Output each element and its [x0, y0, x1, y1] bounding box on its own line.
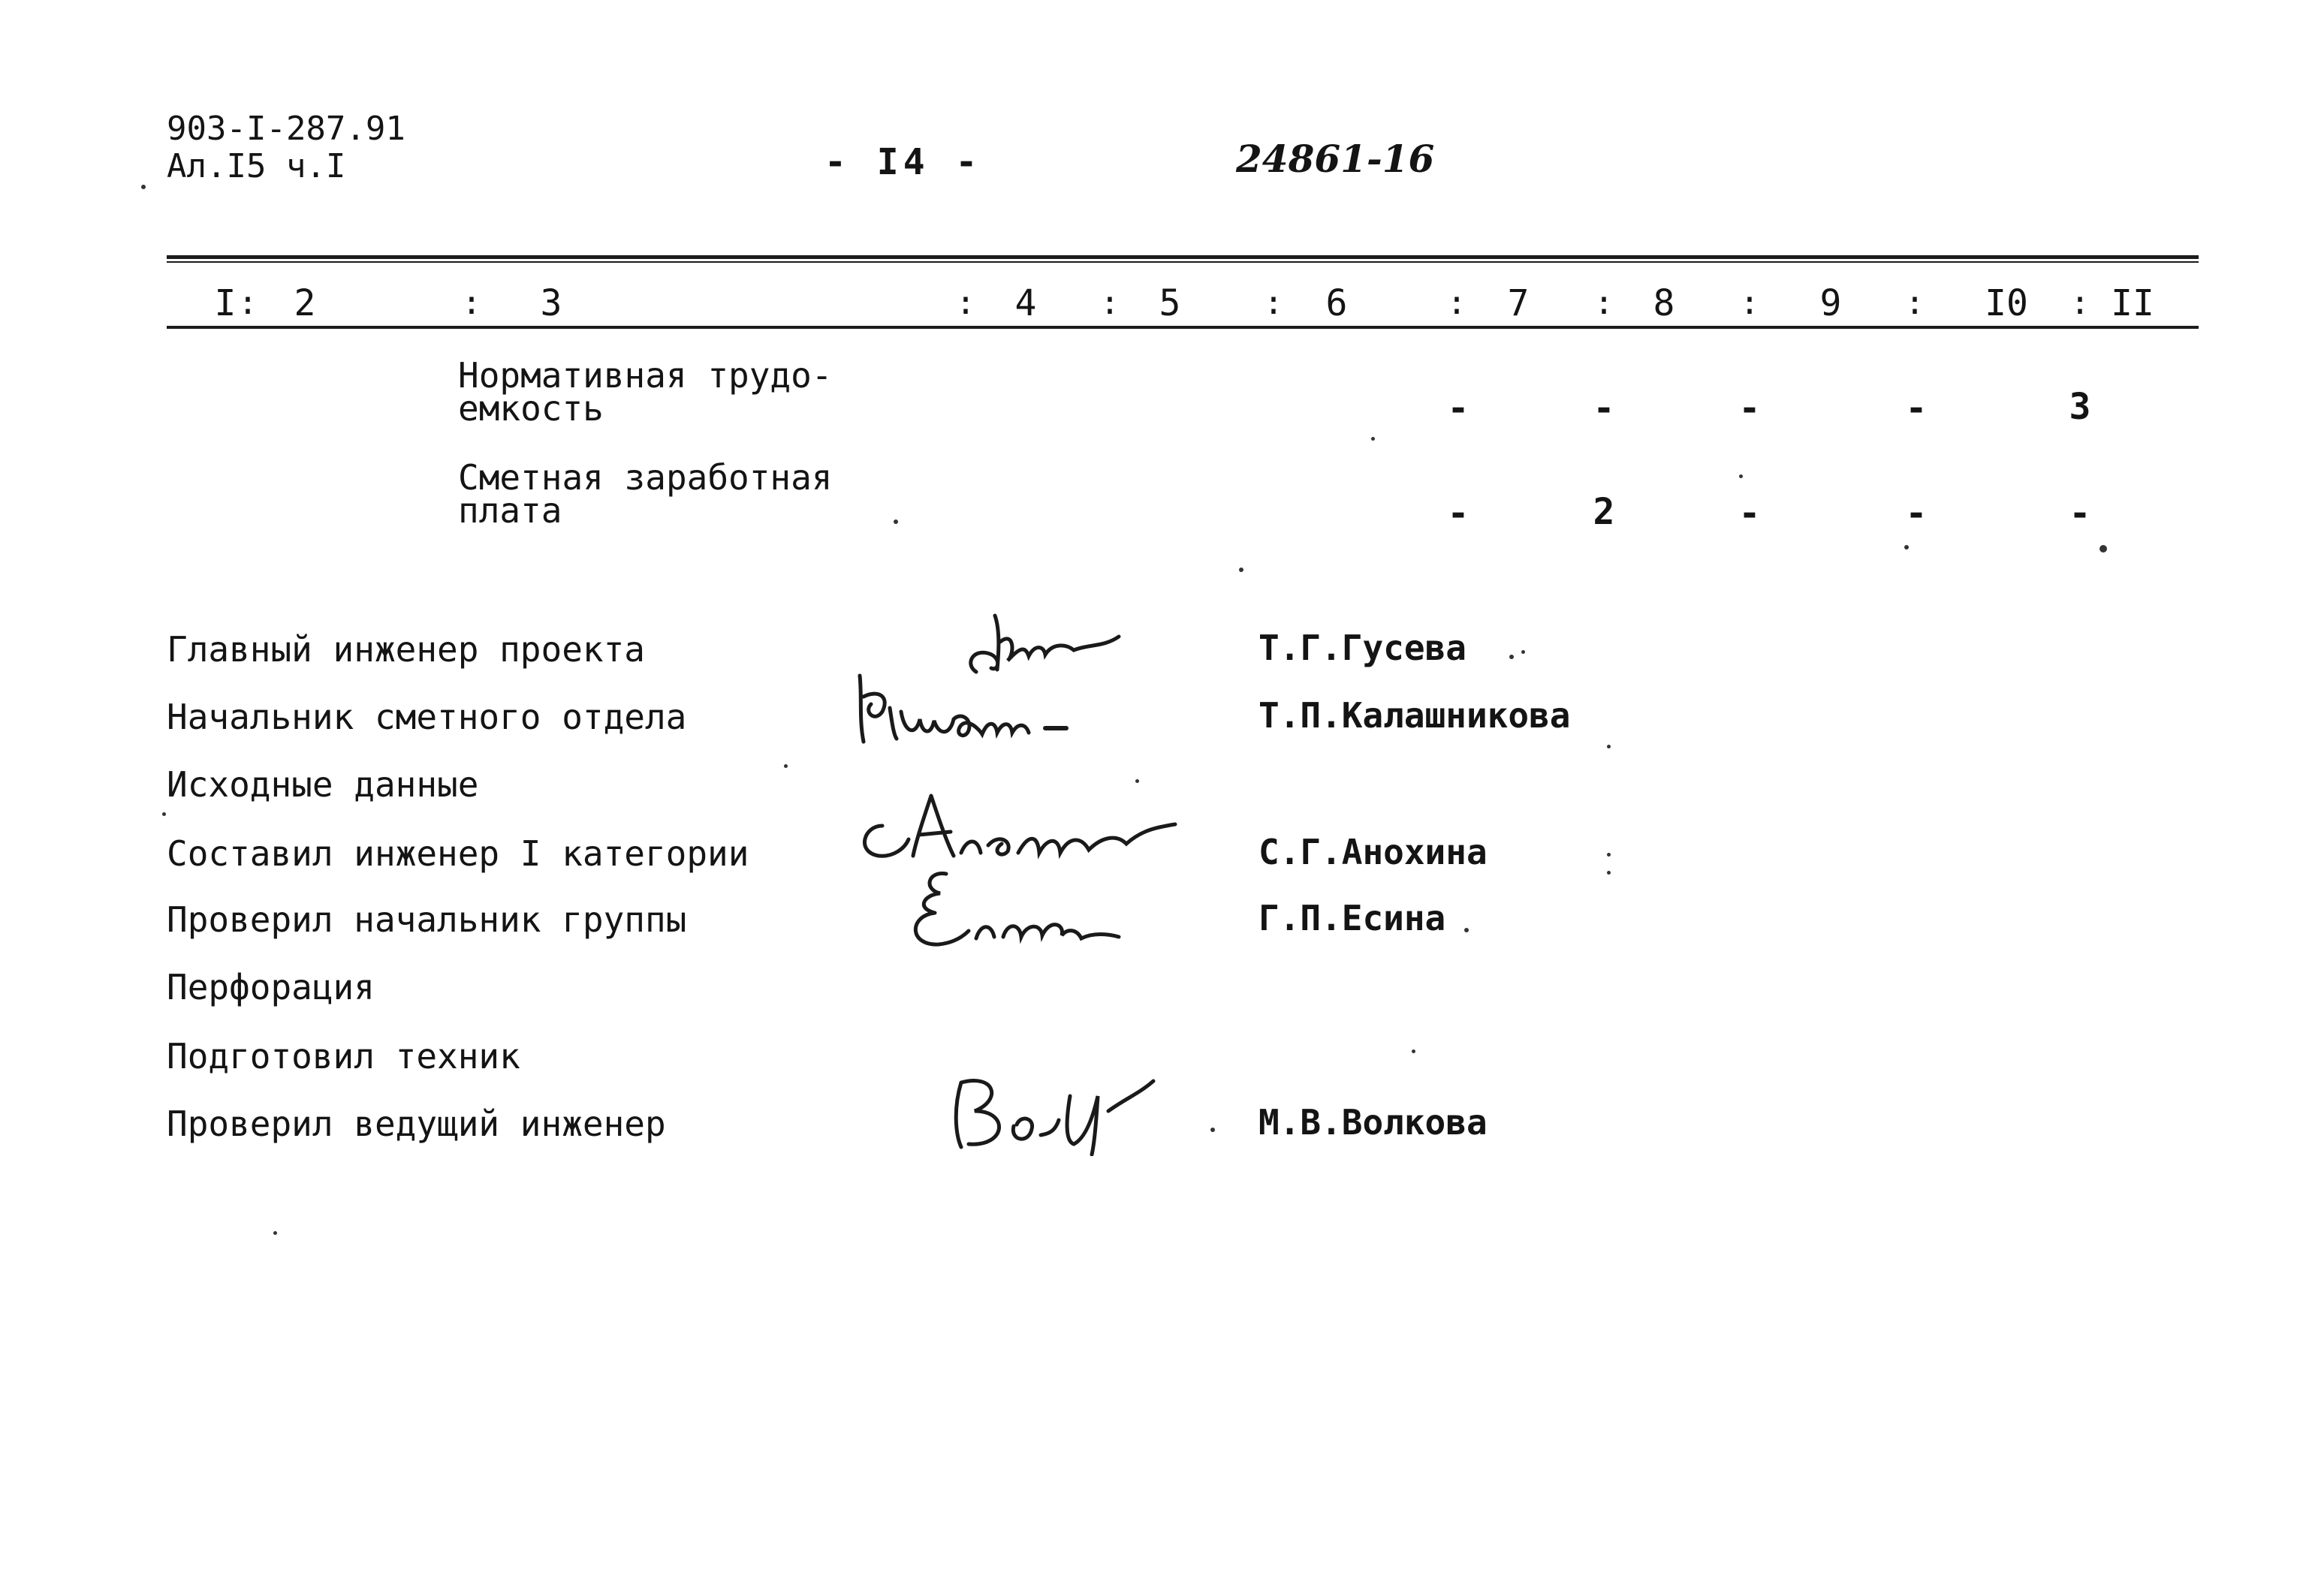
scan-speck — [1464, 928, 1469, 932]
scan-speck — [1607, 745, 1611, 748]
scan-speck — [1371, 437, 1375, 441]
page-number: - I4 - — [824, 141, 982, 183]
scan-speck — [1904, 545, 1909, 550]
column-separator: : — [2069, 284, 2090, 322]
table-top-rule-thin — [167, 261, 2199, 263]
handwritten-signature — [841, 781, 1186, 871]
inventory-number: 24861-16 — [1236, 137, 1435, 181]
column-number: I0 — [1985, 282, 2028, 324]
scan-speck — [1509, 655, 1514, 659]
column-separator: : — [1446, 284, 1467, 322]
scan-speck — [1607, 871, 1611, 875]
column-separator: : — [1593, 284, 1614, 322]
row-name-line: плата — [458, 490, 562, 531]
handwritten-signature — [939, 1066, 1156, 1156]
signatory-name: Г.П.Есина — [1259, 898, 1446, 938]
column-separator: : — [1739, 284, 1760, 322]
table-cell: - — [1593, 387, 1615, 429]
signature-role: Исходные данные — [167, 764, 479, 805]
column-number: 2 — [294, 282, 316, 324]
scan-speck — [1521, 650, 1525, 654]
handwritten-signature — [849, 667, 1096, 757]
column-separator: : — [1099, 284, 1120, 322]
column-number: 5 — [1159, 282, 1181, 324]
column-separator: : — [1263, 284, 1284, 322]
column-number: II — [2111, 282, 2154, 324]
column-number: 6 — [1325, 282, 1348, 324]
column-number: 4 — [1014, 282, 1037, 324]
table-cell: - — [1447, 387, 1470, 429]
scan-speck — [1210, 1128, 1215, 1132]
signature-role: Проверил ведущий инженер — [167, 1104, 666, 1144]
signatory-name: Т.Г.Гусева — [1259, 628, 1466, 668]
table-cell: - — [1447, 492, 1470, 535]
column-separator: : — [461, 284, 482, 322]
row-name-line: Сметная заработная — [458, 457, 833, 498]
column-separator: : — [1904, 284, 1925, 322]
table-cell: - — [2069, 492, 2091, 535]
handwritten-signature — [894, 863, 1134, 961]
scan-speck — [141, 185, 146, 189]
scan-speck — [162, 812, 166, 816]
scan-speck — [1739, 474, 1743, 478]
table-cell: - — [1905, 387, 1928, 429]
column-number: 7 — [1507, 282, 1530, 324]
column-separator: : — [237, 284, 258, 322]
table-cell: - — [1905, 492, 1928, 535]
column-number: I — [214, 282, 237, 324]
signature-role: Подготовил техник — [167, 1036, 520, 1077]
column-number: 9 — [1819, 282, 1842, 324]
table-top-rule — [167, 255, 2199, 259]
table-cell: - — [1738, 492, 1761, 535]
signature-role: Составил инженер I категории — [167, 833, 749, 874]
signatory-name: Т.П.Калашникова — [1259, 695, 1571, 736]
scan-speck — [784, 764, 788, 768]
signature-role: Проверил начальник группы — [167, 899, 687, 940]
column-separator: : — [955, 284, 976, 322]
table-cell: 2 — [1593, 491, 1615, 533]
column-number: 3 — [540, 282, 562, 324]
document-code: 903-I-287.91 — [167, 110, 405, 148]
scan-speck — [1412, 1049, 1415, 1053]
scan-speck — [2100, 545, 2107, 553]
scan-speck — [273, 1231, 277, 1235]
scan-speck — [1135, 779, 1139, 783]
signatory-name: М.В.Волкова — [1259, 1102, 1488, 1143]
table-cell: 3 — [2069, 386, 2091, 428]
scan-speck — [894, 519, 898, 524]
table-header-bottom-rule — [167, 326, 2199, 329]
scan-speck — [1607, 853, 1611, 857]
column-number: 8 — [1653, 282, 1675, 324]
signature-role: Главный инженер проекта — [167, 629, 645, 670]
table-cell: - — [1738, 387, 1761, 429]
scan-speck — [1239, 568, 1243, 572]
signatory-name: С.Г.Анохина — [1259, 832, 1488, 872]
row-name-line: Нормативная трудо- — [458, 355, 833, 396]
row-name-line: емкость — [458, 388, 604, 429]
signature-role: Начальник сметного отдела — [167, 697, 687, 737]
album-part: Ал.I5 ч.I — [167, 147, 346, 185]
signature-role: Перфорация — [167, 967, 375, 1007]
